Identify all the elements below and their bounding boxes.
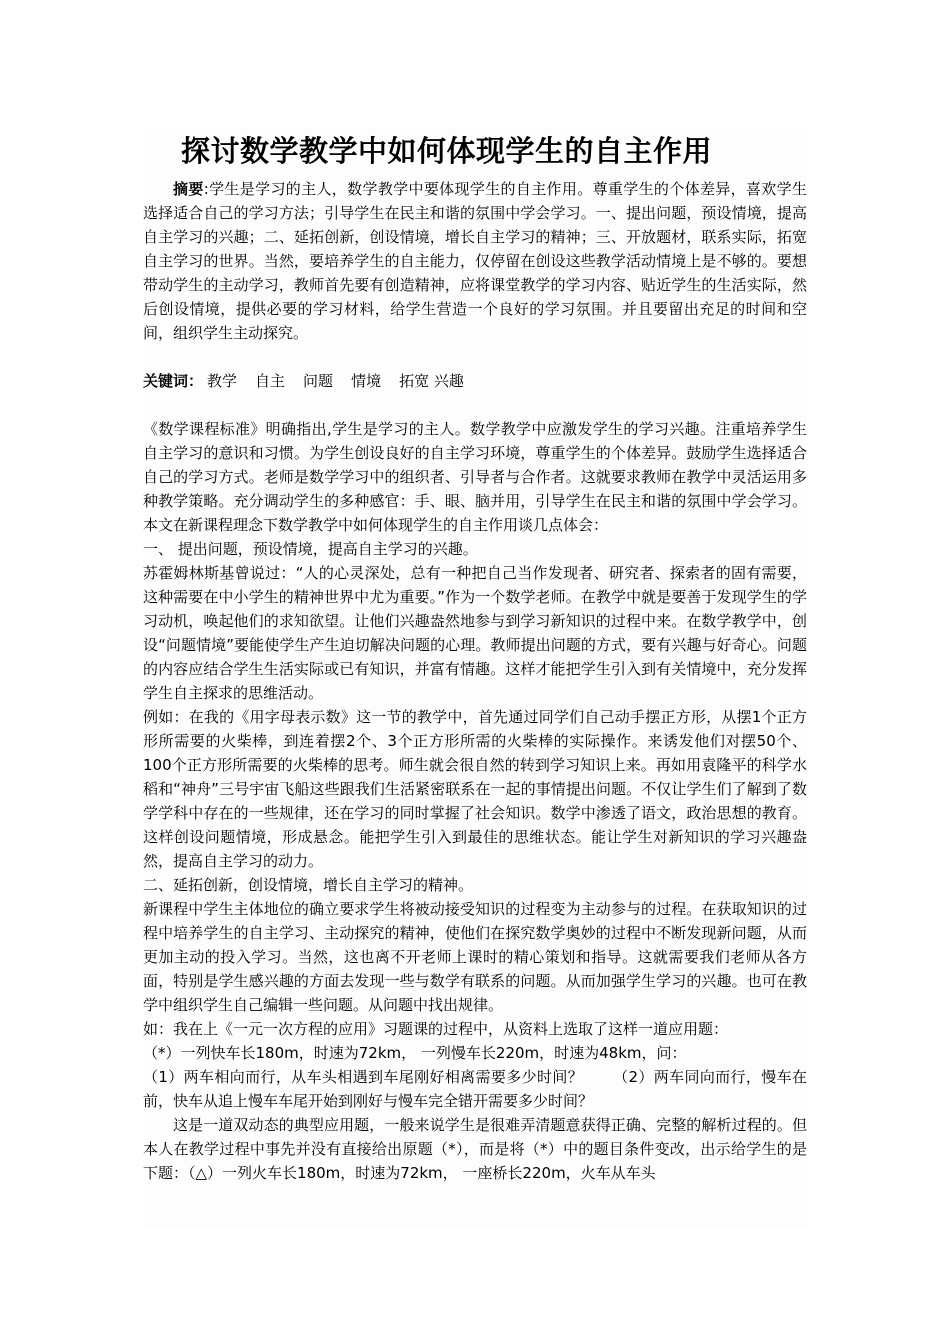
keyword: 拓宽 兴趣 bbox=[399, 372, 464, 390]
body-paragraph: 苏霍姆林斯基曾说过：“人的心灵深处，总有一种把自己当作发现者、研究者、探索者的固有需要，这种需要在中小学生的精神世界中尤为重要。”作为一个数学老师。在教学中就是要善于发现学生的学习动机，唤起他们的求知欲望。让他们兴趣盎然地参与到学习新知识的过程中来。在数学教学中，创设“问题情境”要能使学生产生迫切解决问题的心理。教师提出问题的方式，要有兴趣与好奇心。问题的内容应结合学生生活实际或已有知识，并富有情趣。这样才能把学生引入到有关情境中，充分发挥学生自主探求的思维活动。 bbox=[143, 564, 807, 702]
body-paragraph: 新课程中学生主体地位的确立要求学生将被动接受知识的过程变为主动参与的过程。在获取知识的过程中培养学生的自主学习、主动探究的精神，使他们在探究数学奥妙的过程中不断发现新问题，从而更加主动的投入学习。当然，这也离不开老师上课时的精心策划和指导。这就需要我们老师从各方面，特别是学生感兴趣的方面去发现一些与数学有联系的问题。从而加强学生学习的兴趣。也可在教学中组织学生自己编辑一些问题。从问题中找出规律。 bbox=[143, 900, 807, 1014]
body-paragraph: 例如：在我的《用字母表示数》这一节的教学中，首先通过同学们自己动手摆正方形，从摆1个正方形所需要的火柴棒，到连着摆2个、3个正方形所需的火柴棒的实际操作。来诱发他们对摆50个、100个正方形所需要的火柴棒的思考。师生就会很自然的转到学习知识上来。再如用袁隆平的科学水稻和“神舟”三号宇宙飞船这些跟我们生活紧密联系在一起的事情提出问题。不仅让学生们了解到了数学学科中存在的一些规律，还在学习的同时掌握了社会知识。数学中渗透了语文，政治思想的教育。这样创设问题情境，形成悬念。能把学生引入到最佳的思维状态。能让学生对新知识的学习兴趣盎然，提高自主学习的动力。 bbox=[143, 708, 807, 870]
abstract-label: 摘要 bbox=[173, 180, 204, 198]
keyword: 情境 bbox=[351, 372, 382, 390]
keywords-line bbox=[143, 369, 807, 393]
abstract-paragraph bbox=[143, 177, 807, 345]
problem-questions bbox=[143, 1065, 807, 1113]
problem-statement: （*）一列快车长180m，时速为72km， 一列慢车长220m，时速为48km，问： bbox=[143, 1044, 687, 1062]
document-title: 探讨数学教学中如何体现学生的自主作用 bbox=[181, 134, 713, 168]
document-page bbox=[143, 127, 807, 1227]
keyword: 问题 bbox=[303, 372, 334, 390]
body-paragraph: 如：我在上《一元一次方程的应用》习题课的过程中，从资料上选取了这样一道应用题： bbox=[143, 1020, 729, 1038]
section-heading-1: 一、 提出问题，预设情境，提高自主学习的兴趣。 bbox=[143, 540, 478, 558]
abstract-text: :学生是学习的主人，数学教学中要体现学生的自主作用。尊重学生的个体差异，喜欢学生选择适合自己的学习方法；引导学生在民主和谐的氛围中学会学习。一、提出问题，预设情境，提高自主学习的兴趣；二、延拓创新，创设情境，增长自主学习的精神；三、开放题材，联系实际，拓宽自主学习的世界。当然，要培养学生的自主能力，仅停留在创设这些教学活动情境上是不够的。要想带动学生的主动学习，教师首先要有创造精神，应将课堂教学的学习内容、贴近学生的生活实际，然后创设情境，提供必要的学习材料，给学生营造一个良好的学习氛围。并且要留出充足的时间和空间，组织学生主动探究。 bbox=[143, 180, 807, 342]
question-2: （2）两车同向而行，慢车在前，快车从追上慢车车尾开始到刚好与慢车完全错开需要多少时间？ bbox=[143, 1068, 808, 1110]
document-body bbox=[143, 177, 807, 1185]
intro-paragraph: 《数学课程标准》明确指出,学生是学习的主人。数学教学中应激发学生的学习兴趣。注重培养学生自主学习的意识和习惯。为学生创设良好的自主学习环境，尊重学生的个体差异。鼓励学生选择适合自己的学习方式。老师是数学学习中的组织者、引导者与合作者。这就要求教师在教学中灵活运用多种教学策略。充分调动学生的多种感官：手、眼、脑并用，引导学生在民主和谐的氛围中学会学习。本文在新课程理念下数学教学中如何体现学生的自主作用谈几点体会： bbox=[143, 420, 807, 534]
keyword: 教学 bbox=[207, 372, 238, 390]
keyword: 自主 bbox=[255, 372, 286, 390]
question-1: （1）两车相向而行，从车头相遇到车尾刚好相离需要多少时间？ bbox=[143, 1068, 584, 1086]
keywords-label: 关键词： bbox=[143, 372, 204, 390]
body-paragraph: 这是一道双动态的典型应用题，一般来说学生是很难弄清题意获得正确、完整的解析过程的。但本人在教学过程中事先并没有直接给出原题（*），而是将（*）中的题目条件变改，出示给学生的是下题：（△）一列火车长180m，时速为72km， 一座桥长220m，火车从车头 bbox=[143, 1116, 807, 1182]
section-heading-2: 二、延拓创新，创设情境，增长自主学习的精神。 bbox=[143, 876, 474, 894]
